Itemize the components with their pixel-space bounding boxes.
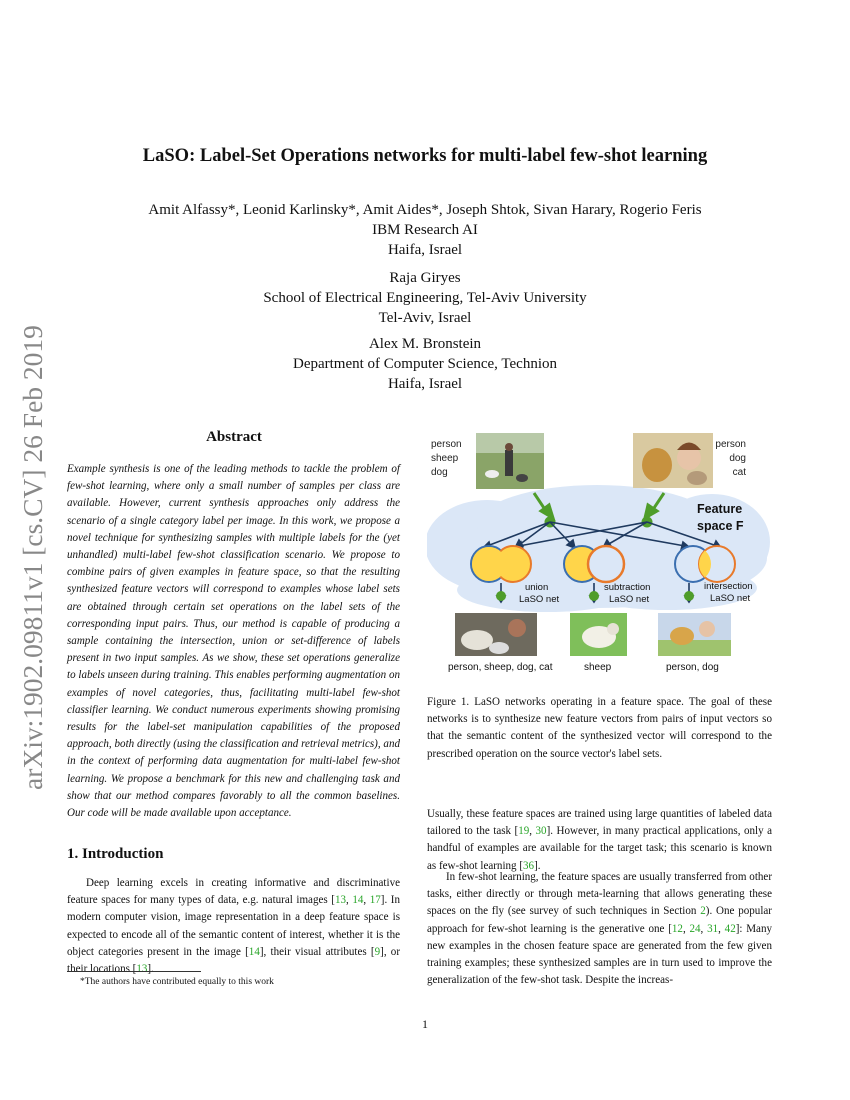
author-giryes: Raja Giryes — [389, 270, 461, 286]
body-paragraph-2: In few-shot learning, the feature spaces are usually transferred from other tasks, either directly or through meta-learning that allows generating these spaces on the fly (see survey of such techniques in Section 2). One popular approach for few-shot learning is the generative one [12, 24, 31, 42]: Many new examples in the chosen feature space are generated from the few given training examples; these synthesized samples are in turn used to improve the generalization of the few-shot task. Despite the increas- — [427, 871, 773, 987]
author-bronstein: Alex M. Bronstein — [368, 336, 482, 352]
union-sublabel: LaSO net — [519, 594, 560, 605]
footnote: *The authors have contributed equally to this work — [80, 977, 274, 987]
citation-link[interactable]: 19 — [518, 825, 530, 838]
union-venn — [471, 546, 531, 582]
figure-1 — [427, 430, 772, 680]
feature-space-label: Feature — [697, 502, 743, 516]
figure-caption: Figure 1. LaSO networks operating in a feature space. The goal of these networks is to synthesize new feature vectors from pairs of input vectors so that the semantic content of the synthesized vector will correspond to the prescribed operation on the source vector's label sets. — [427, 696, 772, 760]
affiliation-ibm: IBM Research AI — [372, 222, 478, 238]
arxiv-id: arXiv:1902.09811v1 [cs.CV] 26 Feb 2019 — [17, 325, 48, 790]
subtraction-sublabel: LaSO net — [609, 594, 650, 605]
abstract-heading: Abstract — [206, 429, 262, 445]
intersection-sublabel: LaSO net — [710, 593, 751, 604]
citation-link[interactable]: 13 — [334, 894, 346, 907]
svg-text:person: person — [431, 439, 462, 450]
location-tel-aviv: Tel-Aviv, Israel — [378, 310, 472, 326]
citation-link[interactable]: 17 — [369, 894, 381, 907]
svg-text:dog: dog — [431, 467, 448, 478]
citation-link[interactable]: 9 — [374, 945, 381, 958]
input-labels-left — [431, 439, 462, 478]
footnote-rule — [67, 971, 201, 972]
author-list: Amit Alfassy*, Leonid Karlinsky*, Amit Aides*, Joseph Shtok, Sivan Harary, Rogerio Feris — [148, 202, 702, 218]
citation-link[interactable]: 30 — [535, 825, 547, 838]
citation-link[interactable]: 24 — [689, 922, 701, 935]
citation-link[interactable]: 36 — [523, 859, 535, 872]
output-photo-subtraction — [570, 613, 627, 656]
input-photo-left — [476, 433, 544, 489]
intersection-label: intersection — [704, 581, 753, 592]
result-label-union: person, sheep, dog, cat — [448, 662, 553, 673]
citation-link[interactable]: 12 — [671, 922, 683, 935]
feature-space-label-2: space F — [697, 519, 744, 533]
section-link[interactable]: 2 — [700, 905, 706, 918]
citation-link[interactable]: 42 — [724, 922, 736, 935]
section-heading-introduction: 1. Introduction — [67, 846, 164, 862]
page-number: 1 — [422, 1017, 428, 1031]
union-label: union — [525, 582, 549, 593]
svg-text:cat: cat — [732, 467, 746, 478]
subtraction-label: subtraction — [604, 582, 651, 593]
result-label-intersection: person, dog — [666, 662, 719, 673]
result-label-subtraction: sheep — [584, 662, 612, 673]
svg-text:dog: dog — [729, 453, 746, 464]
svg-text:sheep: sheep — [431, 453, 459, 464]
output-photo-union — [455, 613, 537, 656]
location-haifa: Haifa, Israel — [387, 242, 463, 258]
input-labels-right — [715, 439, 746, 478]
subtraction-venn — [564, 546, 624, 582]
citation-link[interactable]: 14 — [352, 894, 364, 907]
location-haifa-2: Haifa, Israel — [387, 376, 463, 392]
body-paragraph-1: Usually, these feature spaces are trained using large quantities of labeled data tailored to the task [19, 30]. However, in many practical applications, only a handful of examples are available for the target task; this scenario is known as few-shot learning [36]. — [427, 808, 772, 872]
paper-title: LaSO: Label-Set Operations networks for multi-label few-shot learning — [142, 146, 708, 166]
citation-link[interactable]: 31 — [707, 922, 719, 935]
output-photo-intersection — [658, 613, 731, 656]
abstract-body: Example synthesis is one of the leading methods to tackle the problem of few-shot learning, where only a small number of samples per class are available. However, current synthesis approaches only address the scenario of a single category label per image. In this work, we propose a novel technique for synthesizing samples with multiple labels for the (yet unhandled) multi-label few-shot classification scenario. We propose to combine pairs of given examples in feature space, so that the resulting synthesized feature vectors will correspond to examples whose label sets are obtained through certain set operations on the label sets of the corresponding input pairs. Thus, our method is capable of producing a sample containing the intersection, union or set-difference of labels present in two input samples. As we show, these set operations generalize to labels unseen during training. This enables performing augmentation on examples of novel categories, thus, facilitating multi-label few-shot classifier learning. We conduct numerous experiments showing promising results for the label-set manipulation capabilities of the proposed approach, both directly (using the classification and retrieval metrics), and in the context of performing data augmentation for multi-label few-shot learning. We propose a benchmark for this new and challenging task and show that our method compares favorably to all the common baselines. Our code will be made available upon acceptance. — [67, 463, 400, 820]
input-photo-right — [633, 433, 713, 488]
citation-link[interactable]: 13 — [136, 963, 148, 976]
intersection-venn — [675, 546, 735, 582]
output-node-intersection — [684, 591, 694, 601]
output-node-union — [496, 591, 506, 601]
citation-link[interactable]: 14 — [248, 945, 260, 958]
intro-paragraph: Deep learning excels in creating informative and discriminative feature spaces for many types of data, e.g. natural images [13, 14, 17]. In modern computer vision, image representation in a deep feature space is expected to encode all of the semantic content of interest, whether it is the object categories present in the image [14], their visual attributes [9], or their locations [13]. — [67, 877, 401, 976]
output-node-subtraction — [589, 591, 599, 601]
affiliation-tau: School of Electrical Engineering, Tel-Aviv University — [263, 290, 587, 306]
affiliation-technion: Department of Computer Science, Technion — [292, 356, 557, 372]
svg-text:person: person — [715, 439, 746, 450]
